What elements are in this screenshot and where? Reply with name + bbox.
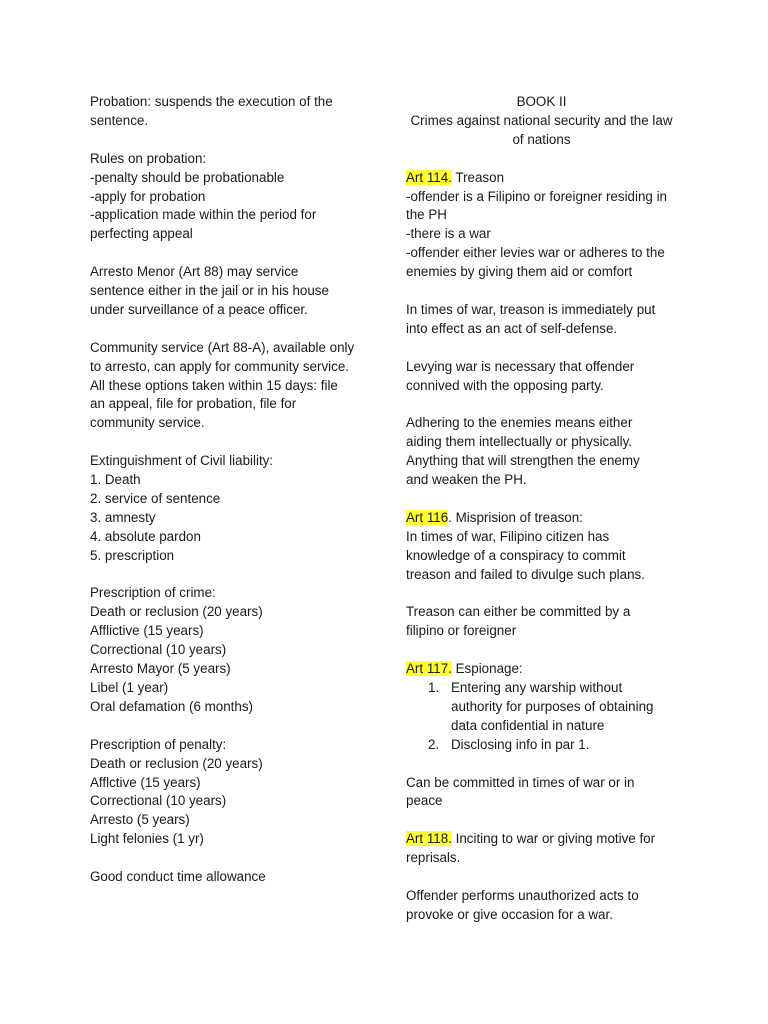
art116-line: knowledge of a conspiracy to commit [406,547,626,563]
list-number: 2. [428,736,440,752]
levy-paragraph-line: Levying war is necessary that offender [406,358,635,374]
art114-line: the PH [406,207,447,223]
community-service-line: All these options taken within 15 days: file [90,377,338,393]
art118-heading [406,830,696,849]
art118-label: Art 118. [406,831,452,847]
art118-title: Inciting to war or giving motive for [451,831,656,847]
book-title: BOOK II [516,94,567,109]
art114-line: -there is a war [406,226,491,242]
art116-title: . Misprision of treason: [448,509,583,525]
probation-def-line-2: sentence. [90,112,149,128]
penalty-prescription-item: Arresto (5 years) [90,812,190,828]
art116-line: In times of war, Filipino citizen has [406,528,610,544]
art117-heading [406,660,696,679]
art116-line: treason and failed to divulge such plans. [406,566,645,582]
war-paragraph-line: In times of war, treason is immediately put [406,301,656,317]
art114-heading [406,169,696,188]
crime-prescription-item: Afflictive (15 years) [90,623,204,639]
treason-paragraph-line: Treason can either be committed by a [406,604,631,620]
levy-paragraph-line: connived with the opposing party. [406,377,604,393]
community-service-line: community service. [90,415,205,431]
espionage-list-item [406,679,696,736]
crime-prescription-item: Libel (1 year) [90,680,169,696]
penalty-prescription-item: Afflctive (15 years) [90,774,201,790]
civil-liability-item: 5. prescription [90,547,175,563]
arresto-menor-line: sentence either in the jail or in his house [90,283,329,299]
civil-liability-item: 1. Death [90,472,141,488]
community-service-line: an appeal, file for probation, file for [90,396,297,412]
penalty-prescription-item: Death or reclusion (20 years) [90,755,263,771]
rule-item: -apply for probation [90,188,206,204]
art114-line: -offender either levies war or adheres to the [406,245,665,261]
crime-prescription-item: Oral defamation (6 months) [90,698,253,714]
rule-item: -penalty should be probationable [90,169,285,185]
good-conduct-line: Good conduct time allowance [90,869,266,885]
crime-prescription-item: Death or reclusion (20 years) [90,604,263,620]
rules-title: Rules on probation: [90,150,207,166]
arresto-menor-line: under surveillance of a peace officer. [90,301,308,317]
community-service-line: to arresto, can apply for community service. [90,358,349,374]
list-item-line: authority for purposes of obtaining [451,698,654,714]
list-number: 1. [428,679,440,695]
book-subtitle-line: of nations [512,131,571,147]
art117-label: Art 117. [406,661,452,677]
adhere-paragraph-line: Anything that will strengthen the enemy [406,453,640,469]
art118-line: reprisals. [406,850,461,866]
adhere-paragraph-line: and weaken the PH. [406,472,527,488]
offender-paragraph-line: Offender performs unauthorized acts to [406,887,639,903]
civil-liability-item: 4. absolute pardon [90,528,201,544]
art114-line: -offender is a Filipino or foreigner residing in [406,188,668,204]
war-paragraph-line: into effect as an act of self-defense. [406,320,618,336]
committed-paragraph-line: peace [406,793,443,809]
art114-line: enemies by giving them aid or comfort [406,264,633,280]
penalty-prescription-title: Prescription of penalty: [90,736,227,752]
art114-title: Treason [451,169,505,185]
treason-paragraph-line: filipino or foreigner [406,623,517,639]
art116-heading [406,509,696,528]
adhere-paragraph-line: aiding them intellectually or physically. [406,434,633,450]
crime-prescription-title: Prescription of crime: [90,585,216,601]
civil-liability-item: 3. amnesty [90,509,156,525]
civil-liability-title: Extinguishment of Civil liability: [90,453,274,469]
crime-prescription-item: Arresto Mayor (5 years) [90,661,231,677]
adhere-paragraph-line: Adhering to the enemies means either [406,415,633,431]
penalty-prescription-item: Light felonies (1 yr) [90,831,204,847]
rule-item: -application made within the period for [90,207,317,223]
art114-label: Art 114. [406,169,452,185]
list-item-line: Entering any warship without [451,679,623,695]
espionage-list-item [406,736,696,755]
book-subtitle-line: Crimes against national security and the law [410,112,673,128]
list-item-line: Disclosing info in par 1. [451,736,590,752]
civil-liability-item: 2. service of sentence [90,490,221,506]
arresto-menor-line: Arresto Menor (Art 88) may service [90,264,299,280]
crime-prescription-item: Correctional (10 years) [90,642,227,658]
art117-title: Espionage: [451,661,523,677]
offender-paragraph-line: provoke or give occasion for a war. [406,906,613,922]
rule-item: perfecting appeal [90,226,193,242]
art116-label: Art 116 [406,509,449,525]
left-column [90,93,380,887]
probation-def-line-1: Probation: suspends the execution of the [90,94,333,109]
community-service-line: Community service (Art 88-A), available only [90,339,355,355]
list-item-line: data confidential in nature [451,717,605,733]
right-column [406,93,696,925]
committed-paragraph-line: Can be committed in times of war or in [406,774,635,790]
penalty-prescription-item: Correctional (10 years) [90,793,227,809]
